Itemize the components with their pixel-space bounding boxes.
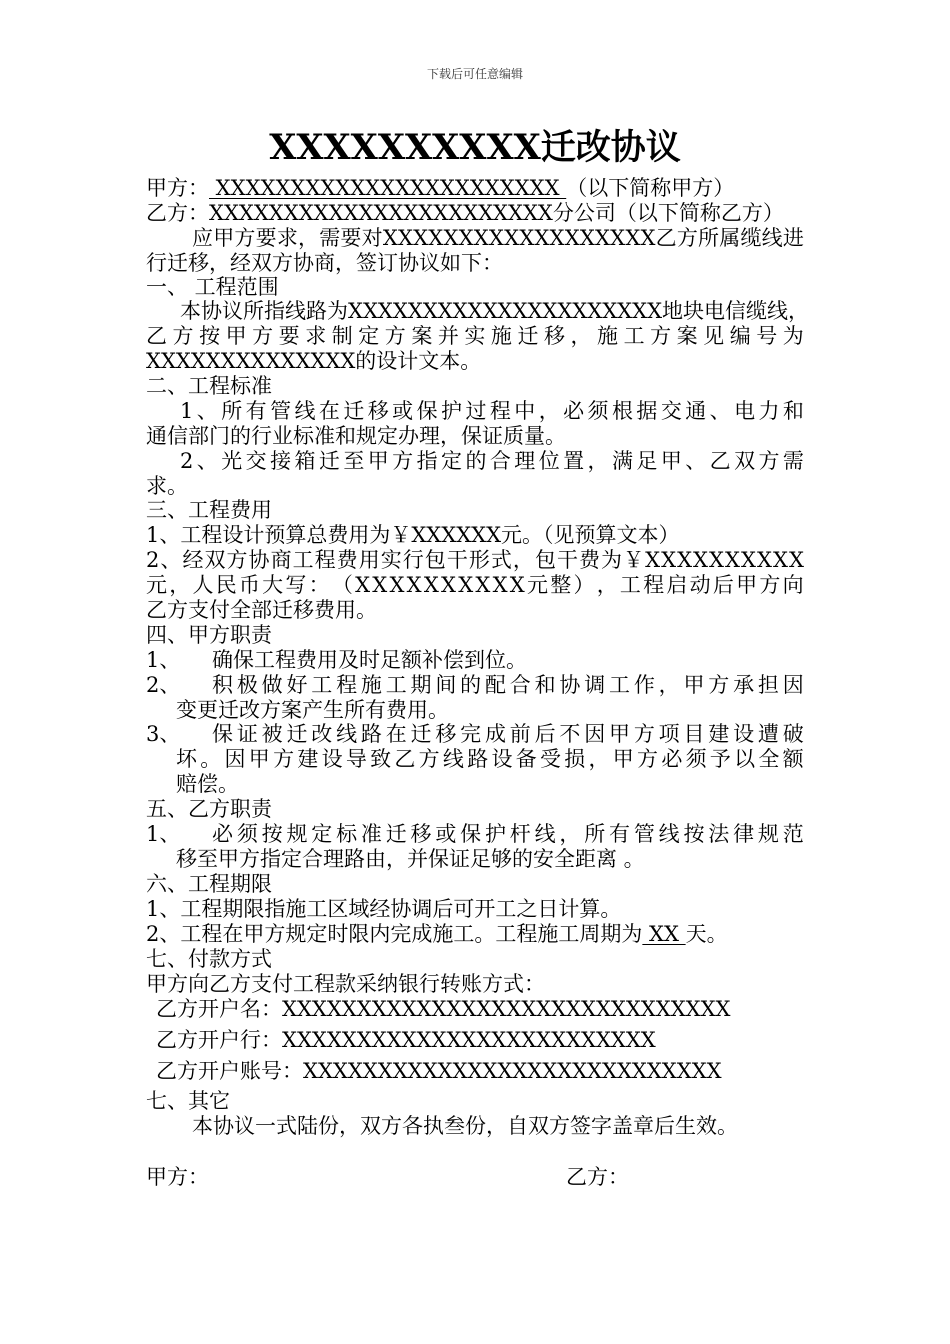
section-2-heading: 二、工程标准: [146, 374, 272, 398]
construction-period-days: XX: [642, 922, 686, 946]
intro-line-2: 行迁移，经双方协商，签订协议如下：: [146, 251, 503, 275]
intro-line-1: 应 甲 方 要 求 ， 需 要 对 X X X X X X X X X X X X X X X X X X 乙 方 所 属 缆 线 进: [192, 226, 804, 250]
document-title: XXXXXXXXXX迁改协议: [269, 127, 681, 168]
section-4-item-1-number: 1、: [146, 648, 181, 672]
section-2-line-2: 通信部门的行业标准和规定办理，保证质量。: [146, 424, 566, 448]
section-2-line-4: 求。: [146, 474, 188, 498]
section-3-line-1: 1、工程设计预算总费用为￥XXXXXX元。（见预算文本）: [146, 523, 680, 547]
section-5-item-1-line-1: 必 须 按 规 定 标 准 迁 移 或 保 护 杆 线 ， 所 有 管 线 按 法 律 规 范: [212, 822, 804, 846]
section-1-line-2: 乙 方 按 甲 方 要 求 制 定 方 案 并 实 施 迁 移 ， 施 工 方 案 见 编 号 为: [146, 324, 804, 348]
section-4-item-3-line-1: 保 证 被 迁 改 线 路 在 迁 移 完 成 前 后 不 因 甲 方 项 目 建 设 遭 破: [212, 722, 804, 746]
party-a-line: [146, 175, 734, 201]
party-a-name: XXXXXXXXXXXXXXXXXXXXXXX: [209, 176, 567, 200]
section-2-line-1: 1 、 所 有 管 线 在 迁 移 或 保 护 过 程 中 ， 必 须 根 据 交 通 、 电 力 和: [180, 399, 804, 423]
section-1-heading: 一、 工程范围: [146, 275, 279, 299]
signature-party-b: 乙方：: [566, 1165, 629, 1189]
section-4-item-2-line-1: 积 极 做 好 工 程 施 工 期 间 的 配 合 和 协 调 工 作 ， 甲 方 承 担 因: [212, 673, 804, 697]
section-3-line-2: 2 、 经 双 方 协 商 工 程 费 用 实 行 包 干 形 式 ， 包 干 费 为 ￥ X X X X X X X X X X: [146, 548, 804, 572]
section-8-line: 本协议一式陆份，双方各执叁份，自双方签字盖章后生效。: [192, 1114, 738, 1138]
section-6-line-2: [146, 921, 728, 947]
party-a-suffix: （以下简称甲方）: [566, 176, 735, 200]
section-6-line-2-suffix: 天。: [685, 922, 728, 946]
page-header: 下载后可任意编辑: [426, 67, 523, 81]
section-1-line-3: XXXXXXXXXXXXXX的设计文本。: [146, 349, 482, 373]
section-4-item-2-number: 2、: [146, 673, 181, 697]
section-5-heading: 五、乙方职责: [146, 797, 272, 821]
section-4-item-2-line-2: 变更迁改方案产生所有费用。: [176, 698, 449, 722]
account-number: 乙方开户账号：XXXXXXXXXXXXXXXXXXXXXXXXXXXX: [156, 1059, 722, 1083]
account-name: 乙方开户名：XXXXXXXXXXXXXXXXXXXXXXXXXXXXXX: [156, 997, 731, 1021]
section-4-item-3-line-3: 赔偿。: [176, 772, 239, 796]
section-1-line-1: 本 协 议 所 指 线 路 为 X X X X X X X X X X X X X X X X X X X X X 地 块 电 信 缆 线 ，: [180, 299, 810, 323]
party-a-label: 甲方：: [146, 176, 209, 200]
account-bank: 乙方开户行：XXXXXXXXXXXXXXXXXXXXXXXXX: [156, 1028, 656, 1052]
section-4-item-3-number: 3、: [146, 722, 181, 746]
section-5-item-1-number: 1、: [146, 822, 181, 846]
section-6-line-2-prefix: 2、工程在甲方规定时限内完成施工。工程施工周期为: [146, 922, 643, 946]
section-6-heading: 六、工程期限: [146, 872, 272, 896]
section-4-item-1-line-1: 确保工程费用及时足额补偿到位。: [212, 648, 527, 672]
party-b-line: 乙方：XXXXXXXXXXXXXXXXXXXXXXX分公司（以下简称乙方）: [146, 201, 784, 225]
section-2-line-3: 2 、 光 交 接 箱 迁 至 甲 方 指 定 的 合 理 位 置 ， 满 足 甲 、 乙 双 方 需: [180, 449, 804, 473]
section-4-item-3-line-2: 坏 。 因 甲 方 建 设 导 致 乙 方 线 路 设 备 受 损 ， 甲 方 必 须 予 以 全 额: [176, 747, 804, 771]
section-8-heading: 七、其它: [146, 1089, 230, 1113]
section-3-heading: 三、工程费用: [146, 498, 272, 522]
signature-party-a: 甲方：: [146, 1165, 209, 1189]
section-7-intro: 甲方向乙方支付工程款采纳银行转账方式：: [146, 972, 545, 996]
section-5-item-1-line-2: 移至甲方指定合理路由，并保证足够的安全距离 。: [176, 847, 645, 871]
section-3-line-3: 元 ， 人 民 币 大 写 ： （ X X X X X X X X X X 元 整 ） ， 工 程 启 动 后 甲 方 向: [146, 573, 804, 597]
section-7-heading: 七、付款方式: [146, 947, 272, 971]
section-6-line-1: 1、工程期限指施工区域经协调后可开工之日计算。: [146, 897, 622, 921]
section-3-line-4: 乙方支付全部迁移费用。: [146, 598, 377, 622]
section-4-heading: 四、甲方职责: [146, 623, 272, 647]
